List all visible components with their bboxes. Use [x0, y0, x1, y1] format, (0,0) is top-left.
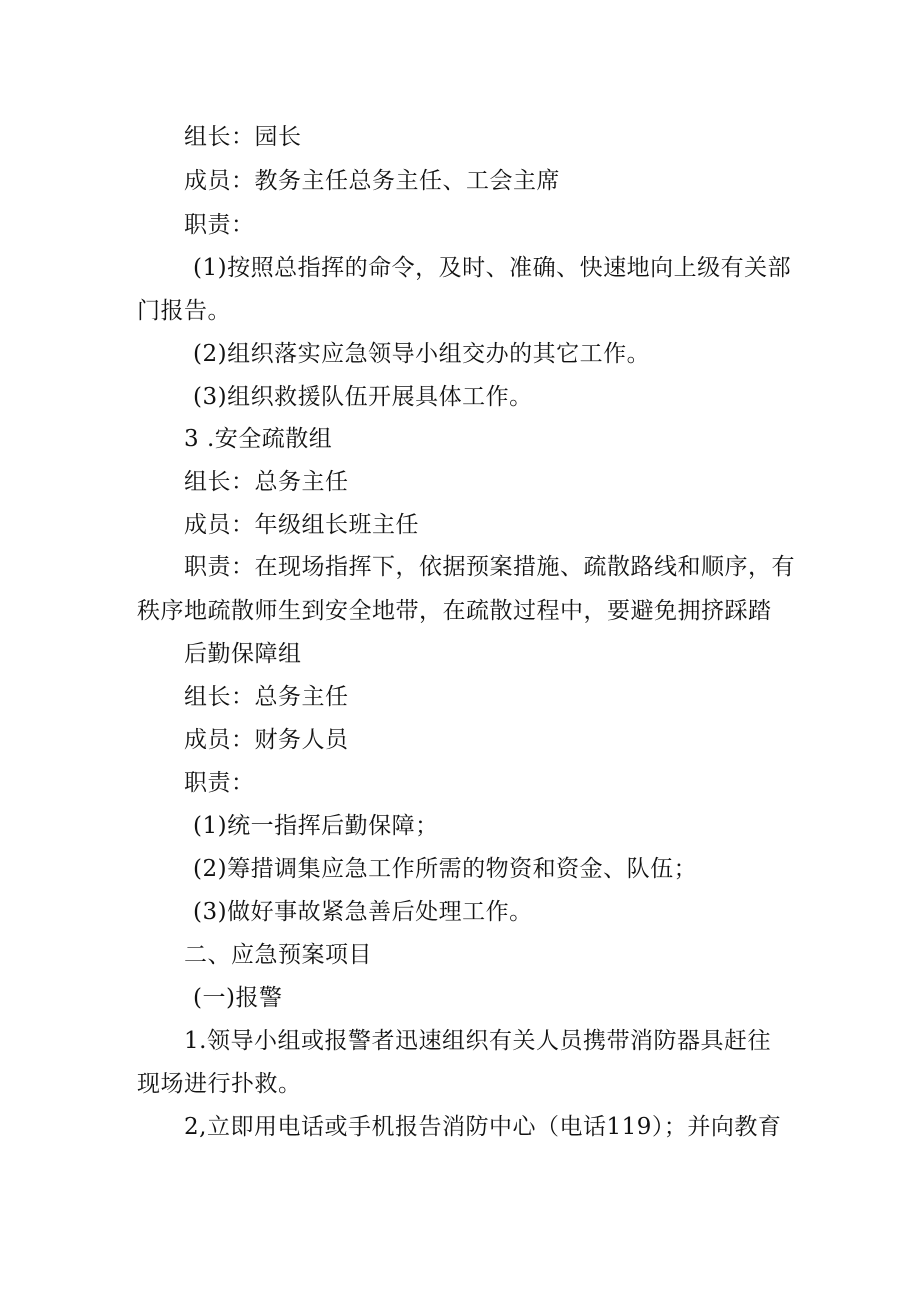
section-heading-evacuation: 3 .安全疏散组	[184, 426, 333, 452]
text-line-logistics-members: 成员：财务人员	[184, 727, 349, 753]
text-line-duty-1-cont: 门报告。	[137, 298, 231, 324]
text-line-logistics-duty-1: (1)统一指挥后勤保障；	[193, 813, 439, 839]
text-line-evac-leader: 组长：总务主任	[184, 469, 349, 495]
text-line-duty-3: (3)组织救援队伍开展具体工作。	[193, 384, 533, 410]
text-line-logistics-leader: 组长：总务主任	[184, 684, 349, 710]
text-line-alarm-1-cont: 现场进行扑救。	[137, 1071, 302, 1097]
section-heading-logistics: 后勤保障组	[184, 641, 302, 667]
text-line-members: 成员：教务主任总务主任、工会主席	[184, 168, 560, 194]
subsection-heading-alarm: (一)报警	[193, 985, 283, 1011]
text-line-evac-members: 成员：年级组长班主任	[184, 512, 419, 538]
text-line-logistics-duty-3: (3)做好事故紧急善后处理工作。	[193, 899, 533, 925]
text-line-duties-heading: 职责：	[184, 212, 255, 238]
text-line-alarm-2: 2,立即用电话或手机报告消防中心（电话119）；并向教育	[184, 1114, 782, 1140]
text-line-duty-2: (2)组织落实应急领导小组交办的其它工作。	[193, 341, 651, 367]
text-line-logistics-duty-2: (2)筹措调集应急工作所需的物资和资金、队伍；	[193, 856, 698, 882]
text-line-evac-duties-cont: 秩序地疏散师生到安全地带，在疏散过程中，要避免拥挤踩踏	[137, 598, 772, 624]
text-line-logistics-duties: 职责：	[184, 770, 255, 796]
text-line-duty-1: (1)按照总指挥的命令，及时、准确、快速地向上级有关部	[193, 255, 792, 281]
text-line-evac-duties: 职责：在现场指挥下，依据预案措施、疏散路线和顺序，有	[184, 554, 795, 580]
section-heading-plan-items: 二、应急预案项目	[184, 942, 372, 968]
text-line-leader: 组长：园长	[184, 124, 302, 150]
text-line-alarm-1: 1.领导小组或报警者迅速组织有关人员携带消防器具赶往	[184, 1028, 771, 1054]
